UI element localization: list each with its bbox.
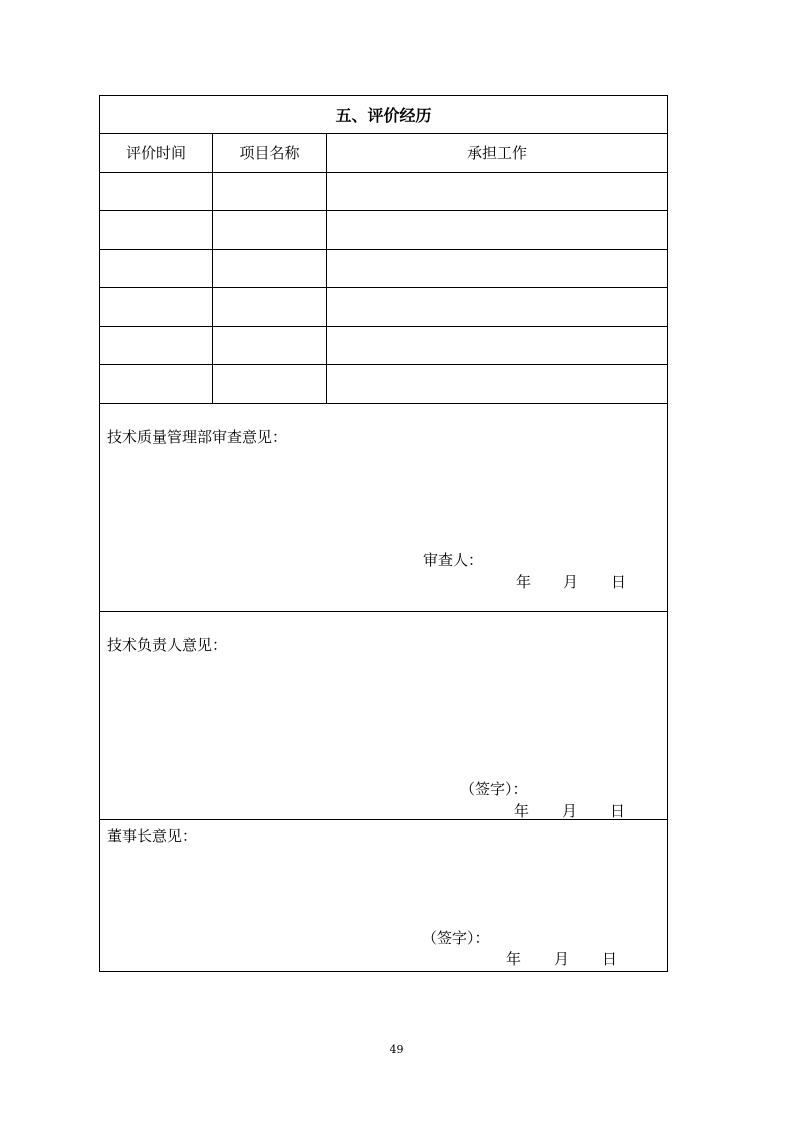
table-row <box>100 327 667 366</box>
table-row <box>100 173 667 212</box>
table-cell[interactable] <box>213 327 327 365</box>
tech-lead-date-month: 月 <box>562 801 578 820</box>
review-opinion-section[interactable] <box>100 404 667 612</box>
header-project-name: 项目名称 <box>213 134 327 172</box>
table-cell[interactable] <box>213 365 327 403</box>
table-cell[interactable] <box>327 365 667 403</box>
table-cell[interactable] <box>327 327 667 365</box>
table-cell[interactable] <box>100 288 213 326</box>
table-cell[interactable] <box>327 250 667 288</box>
table-row <box>100 288 667 327</box>
table-cell[interactable] <box>100 250 213 288</box>
review-date-year: 年 <box>516 572 532 591</box>
table-cell[interactable] <box>100 173 213 211</box>
review-date-month: 月 <box>563 572 579 591</box>
table-row <box>100 211 667 250</box>
chairman-opinion-section[interactable] <box>100 820 667 971</box>
tech-lead-opinion-section[interactable] <box>100 612 667 820</box>
table-cell[interactable] <box>213 250 327 288</box>
review-opinion-label: 技术质量管理部审查意见： <box>107 427 288 446</box>
table-cell[interactable] <box>100 327 213 365</box>
table-cell[interactable] <box>327 288 667 326</box>
chairman-date-month: 月 <box>554 949 570 968</box>
tech-lead-opinion-label: 技术负责人意见： <box>107 635 228 654</box>
evaluation-form-table <box>99 95 668 972</box>
tech-lead-date-year: 年 <box>514 801 530 820</box>
chairman-opinion-label: 董事长意见： <box>107 826 198 845</box>
reviewer-label: 审查人： <box>423 550 484 569</box>
header-work-undertaken: 承担工作 <box>466 144 527 163</box>
page-number: 49 <box>389 1043 404 1056</box>
tech-lead-signature-label: （签字）： <box>460 779 528 798</box>
header-eval-time: 评价时间 <box>100 134 213 172</box>
table-cell[interactable] <box>100 365 213 403</box>
chairman-date-day: 日 <box>602 949 618 968</box>
chairman-date-year: 年 <box>506 949 522 968</box>
chairman-signature-label: （签字）： <box>422 928 490 947</box>
table-cell[interactable] <box>100 211 213 249</box>
table-row <box>100 250 667 289</box>
tech-lead-date-day: 日 <box>610 801 626 820</box>
table-cell[interactable] <box>327 173 667 211</box>
table-header-row <box>100 134 667 173</box>
table-cell[interactable] <box>213 288 327 326</box>
review-date-day: 日 <box>611 572 627 591</box>
table-cell[interactable] <box>213 173 327 211</box>
section-title: 五、评价经历 <box>100 96 667 134</box>
table-cell[interactable] <box>213 211 327 249</box>
table-cell[interactable] <box>327 211 667 249</box>
table-row <box>100 365 667 404</box>
